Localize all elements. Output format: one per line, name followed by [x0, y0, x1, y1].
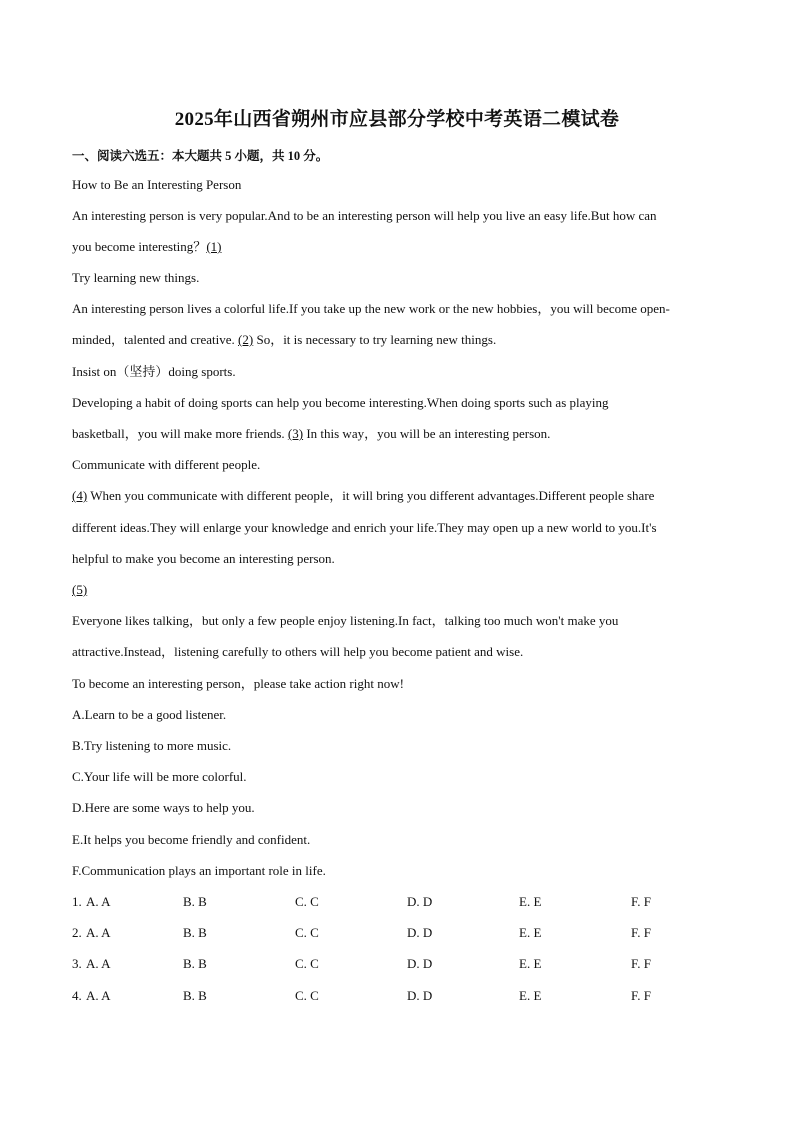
option-a: A.Learn to be a good listener.	[72, 707, 227, 722]
conclusion: To become an interesting person，please take action right now!	[72, 676, 404, 691]
option-b: B.Try listening to more music.	[72, 738, 232, 753]
question-number: 2.	[72, 925, 82, 940]
question-2-row	[72, 925, 722, 941]
paragraph-1-text: you become interesting？	[72, 239, 207, 254]
choice-a[interactable]: A. A	[86, 894, 111, 909]
paragraph-5-line-2: attractive.Instead，listening carefully to others will help you become patient and wise.	[72, 644, 524, 659]
paragraph-4-line-3: helpful to make you become an interesting person.	[72, 551, 335, 566]
option-f: F.Communication plays an important role in life.	[72, 863, 326, 878]
option-e: E.It helps you become friendly and confident.	[72, 832, 311, 847]
choice-f[interactable]: F. F	[631, 894, 651, 909]
blank-4: (4)	[72, 488, 88, 503]
choice-d[interactable]: D. D	[407, 956, 433, 971]
paragraph-3-line-2	[72, 426, 550, 442]
choice-e[interactable]: E. E	[519, 956, 542, 971]
choice-f[interactable]: F. F	[631, 925, 651, 940]
choice-c[interactable]: C. C	[295, 894, 319, 909]
paragraph-4-line-2: different ideas.They will enlarge your knowledge and enrich your life.They may open up a new world to you.It's	[72, 520, 657, 535]
page-title: 2025年山西省朔州市应县部分学校中考英语二模试卷	[174, 109, 620, 130]
choice-b[interactable]: B. B	[183, 956, 207, 971]
paragraph-1-line-2	[72, 239, 221, 255]
section-header: 一、阅读六选五：本大题共 5 小题，共 10 分。	[72, 149, 329, 163]
choice-e[interactable]: E. E	[519, 894, 542, 909]
choice-c[interactable]: C. C	[295, 988, 319, 1003]
question-3-row	[72, 956, 722, 972]
question-number: 3.	[72, 956, 82, 971]
paragraph-3-text-a: basketball，you will make more friends.	[72, 426, 285, 441]
subheading-1: Try learning new things.	[72, 270, 200, 285]
paragraph-4-text: When you communicate with different people，it will bring you different advantages.Different people share	[90, 488, 655, 503]
passage-heading: How to Be an Interesting Person	[72, 177, 242, 192]
paragraph-5-line-1: Everyone likes talking，but only a few people enjoy listening.In fact，talking too much won't make you	[72, 613, 619, 628]
blank-5: (5)	[72, 582, 88, 597]
subheading-2: Insist on（坚持）doing sports.	[72, 364, 236, 379]
choice-d[interactable]: D. D	[407, 925, 433, 940]
choice-b[interactable]: B. B	[183, 925, 207, 940]
choice-b[interactable]: B. B	[183, 894, 207, 909]
paragraph-3-line-1: Developing a habit of doing sports can help you become interesting.When doing sports such as playing	[72, 395, 609, 410]
option-c: C.Your life will be more colorful.	[72, 769, 247, 784]
subheading-3: Communicate with different people.	[72, 457, 261, 472]
question-1-row	[72, 894, 722, 910]
choice-a[interactable]: A. A	[86, 925, 111, 940]
option-d: D.Here are some ways to help you.	[72, 800, 255, 815]
paragraph-4-line-1	[72, 488, 654, 504]
paragraph-3-text-b: In this way，you will be an interesting person.	[306, 426, 551, 441]
paragraph-2-line-2	[72, 332, 496, 348]
blank-2: (2)	[238, 332, 254, 347]
choice-a[interactable]: A. A	[86, 988, 111, 1003]
choice-d[interactable]: D. D	[407, 894, 433, 909]
paragraph-1-line-1: An interesting person is very popular.And to be an interesting person will help you live an easy life.But how can	[72, 208, 657, 223]
choice-f[interactable]: F. F	[631, 988, 651, 1003]
blank-1: (1)	[206, 239, 222, 254]
choice-a[interactable]: A. A	[86, 956, 111, 971]
choice-e[interactable]: E. E	[519, 925, 542, 940]
paragraph-2-line-1: An interesting person lives a colorful life.If you take up the new work or the new hobbies，you will become open-	[72, 301, 670, 316]
choice-c[interactable]: C. C	[295, 925, 319, 940]
choice-b[interactable]: B. B	[183, 988, 207, 1003]
choice-f[interactable]: F. F	[631, 956, 651, 971]
blank-3: (3)	[287, 426, 304, 441]
paragraph-2-text-b: So，it is necessary to try learning new things.	[256, 332, 497, 347]
choice-e[interactable]: E. E	[519, 988, 542, 1003]
choice-c[interactable]: C. C	[295, 956, 319, 971]
choice-d[interactable]: D. D	[407, 988, 433, 1003]
paragraph-2-text-a: minded，talented and creative.	[72, 332, 235, 347]
question-number: 4.	[72, 988, 82, 1003]
question-4-row	[72, 988, 722, 1004]
question-number: 1.	[72, 894, 82, 909]
